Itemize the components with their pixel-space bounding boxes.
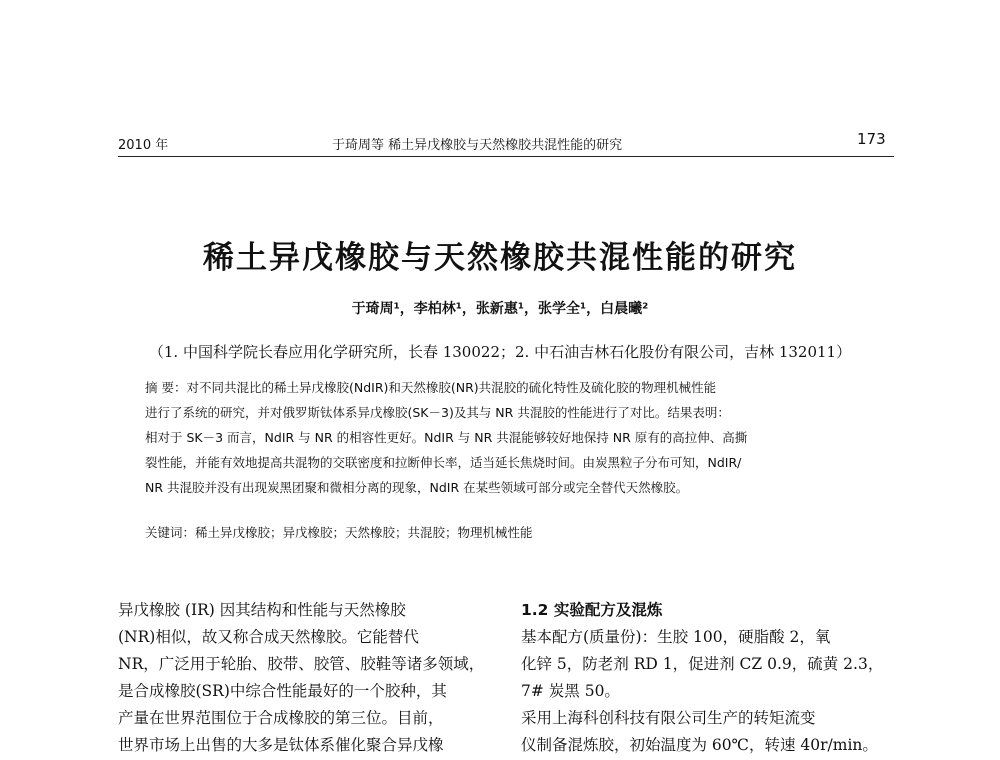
right-column-line: 仪制备混炼胶，初始温度为 60℃，转速 40r/min。 bbox=[521, 736, 878, 754]
header-rule bbox=[118, 156, 894, 157]
abstract-line: 裂性能，并能有效地提高共混物的交联密度和拉断伸长率，适当延长焦烧时间。由炭黑粒子分布可知，NdIR/ bbox=[145, 455, 742, 470]
left-column-line: (NR)相似，故又称合成天然橡胶。它能替代 bbox=[118, 628, 419, 646]
abstract-line: NR 共混胶并没有出现炭黑团聚和微相分离的现象，NdIR 在某些领域可部分或完全替代天然橡胶。 bbox=[145, 480, 689, 495]
right-column-line: 采用上海科创科技有限公司生产的转矩流变 bbox=[521, 709, 816, 727]
left-column-line: NR，广泛用于轮胎、胶带、胶管、胶鞋等诸多领域， bbox=[118, 655, 485, 673]
affiliation: （1. 中国科学院长春应用化学研究所，长春 130022；2. 中石油吉林石化股份有限公司，吉林 132011） bbox=[148, 343, 852, 361]
running-header-year: 2010 年 bbox=[118, 138, 169, 153]
abstract-line: 摘 要：对不同共混比的稀土异戊橡胶(NdIR)和天然橡胶(NR)共混胶的硫化特性及硫化胶的物理机械性能 bbox=[145, 380, 717, 395]
left-column-line: 异戊橡胶 (IR) 因其结构和性能与天然橡胶 bbox=[118, 601, 406, 619]
page-number: 173 bbox=[857, 130, 886, 148]
section-heading: 1.2 实验配方及混炼 bbox=[521, 601, 663, 619]
left-column-line: 是合成橡胶(SR)中综合性能最好的一个胶种，其 bbox=[118, 682, 447, 700]
right-column-line: 基本配方(质量份)：生胶 100，硬脂酸 2，氧 bbox=[521, 628, 831, 646]
left-column-line: 产量在世界范围位于合成橡胶的第三位。目前， bbox=[118, 709, 444, 727]
authors: 于琦周¹，李柏林¹，张新惠¹，张学全¹，白晨曦² bbox=[351, 301, 649, 317]
left-column-line: 世界市场上出售的大多是钛体系催化聚合异戊橡 bbox=[118, 736, 444, 754]
paper-title: 稀土异戊橡胶与天然橡胶共混性能的研究 bbox=[203, 240, 797, 276]
abstract-line: 相对于 SK－3 而言，NdIR 与 NR 的相容性更好。NdIR 与 NR 共混能够较好地保持 NR 原有的高拉伸、高撕 bbox=[145, 430, 748, 445]
keywords: 关键词：稀土异戊橡胶；异戊橡胶；天然橡胶；共混胶；物理机械性能 bbox=[145, 525, 533, 540]
running-header-title: 于琦周等 稀土异戊橡胶与天然橡胶共混性能的研究 bbox=[332, 138, 623, 153]
right-column-line: 7# 炭黑 50。 bbox=[521, 682, 620, 700]
right-column-line: 化锌 5，防老剂 RD 1，促进剂 CZ 0.9，硫黄 2.3， bbox=[521, 655, 884, 673]
abstract-line: 进行了系统的研究，并对俄罗斯钛体系异戊橡胶(SK－3)及其与 NR 共混胶的性能进行了对比。结果表明： bbox=[145, 405, 730, 420]
